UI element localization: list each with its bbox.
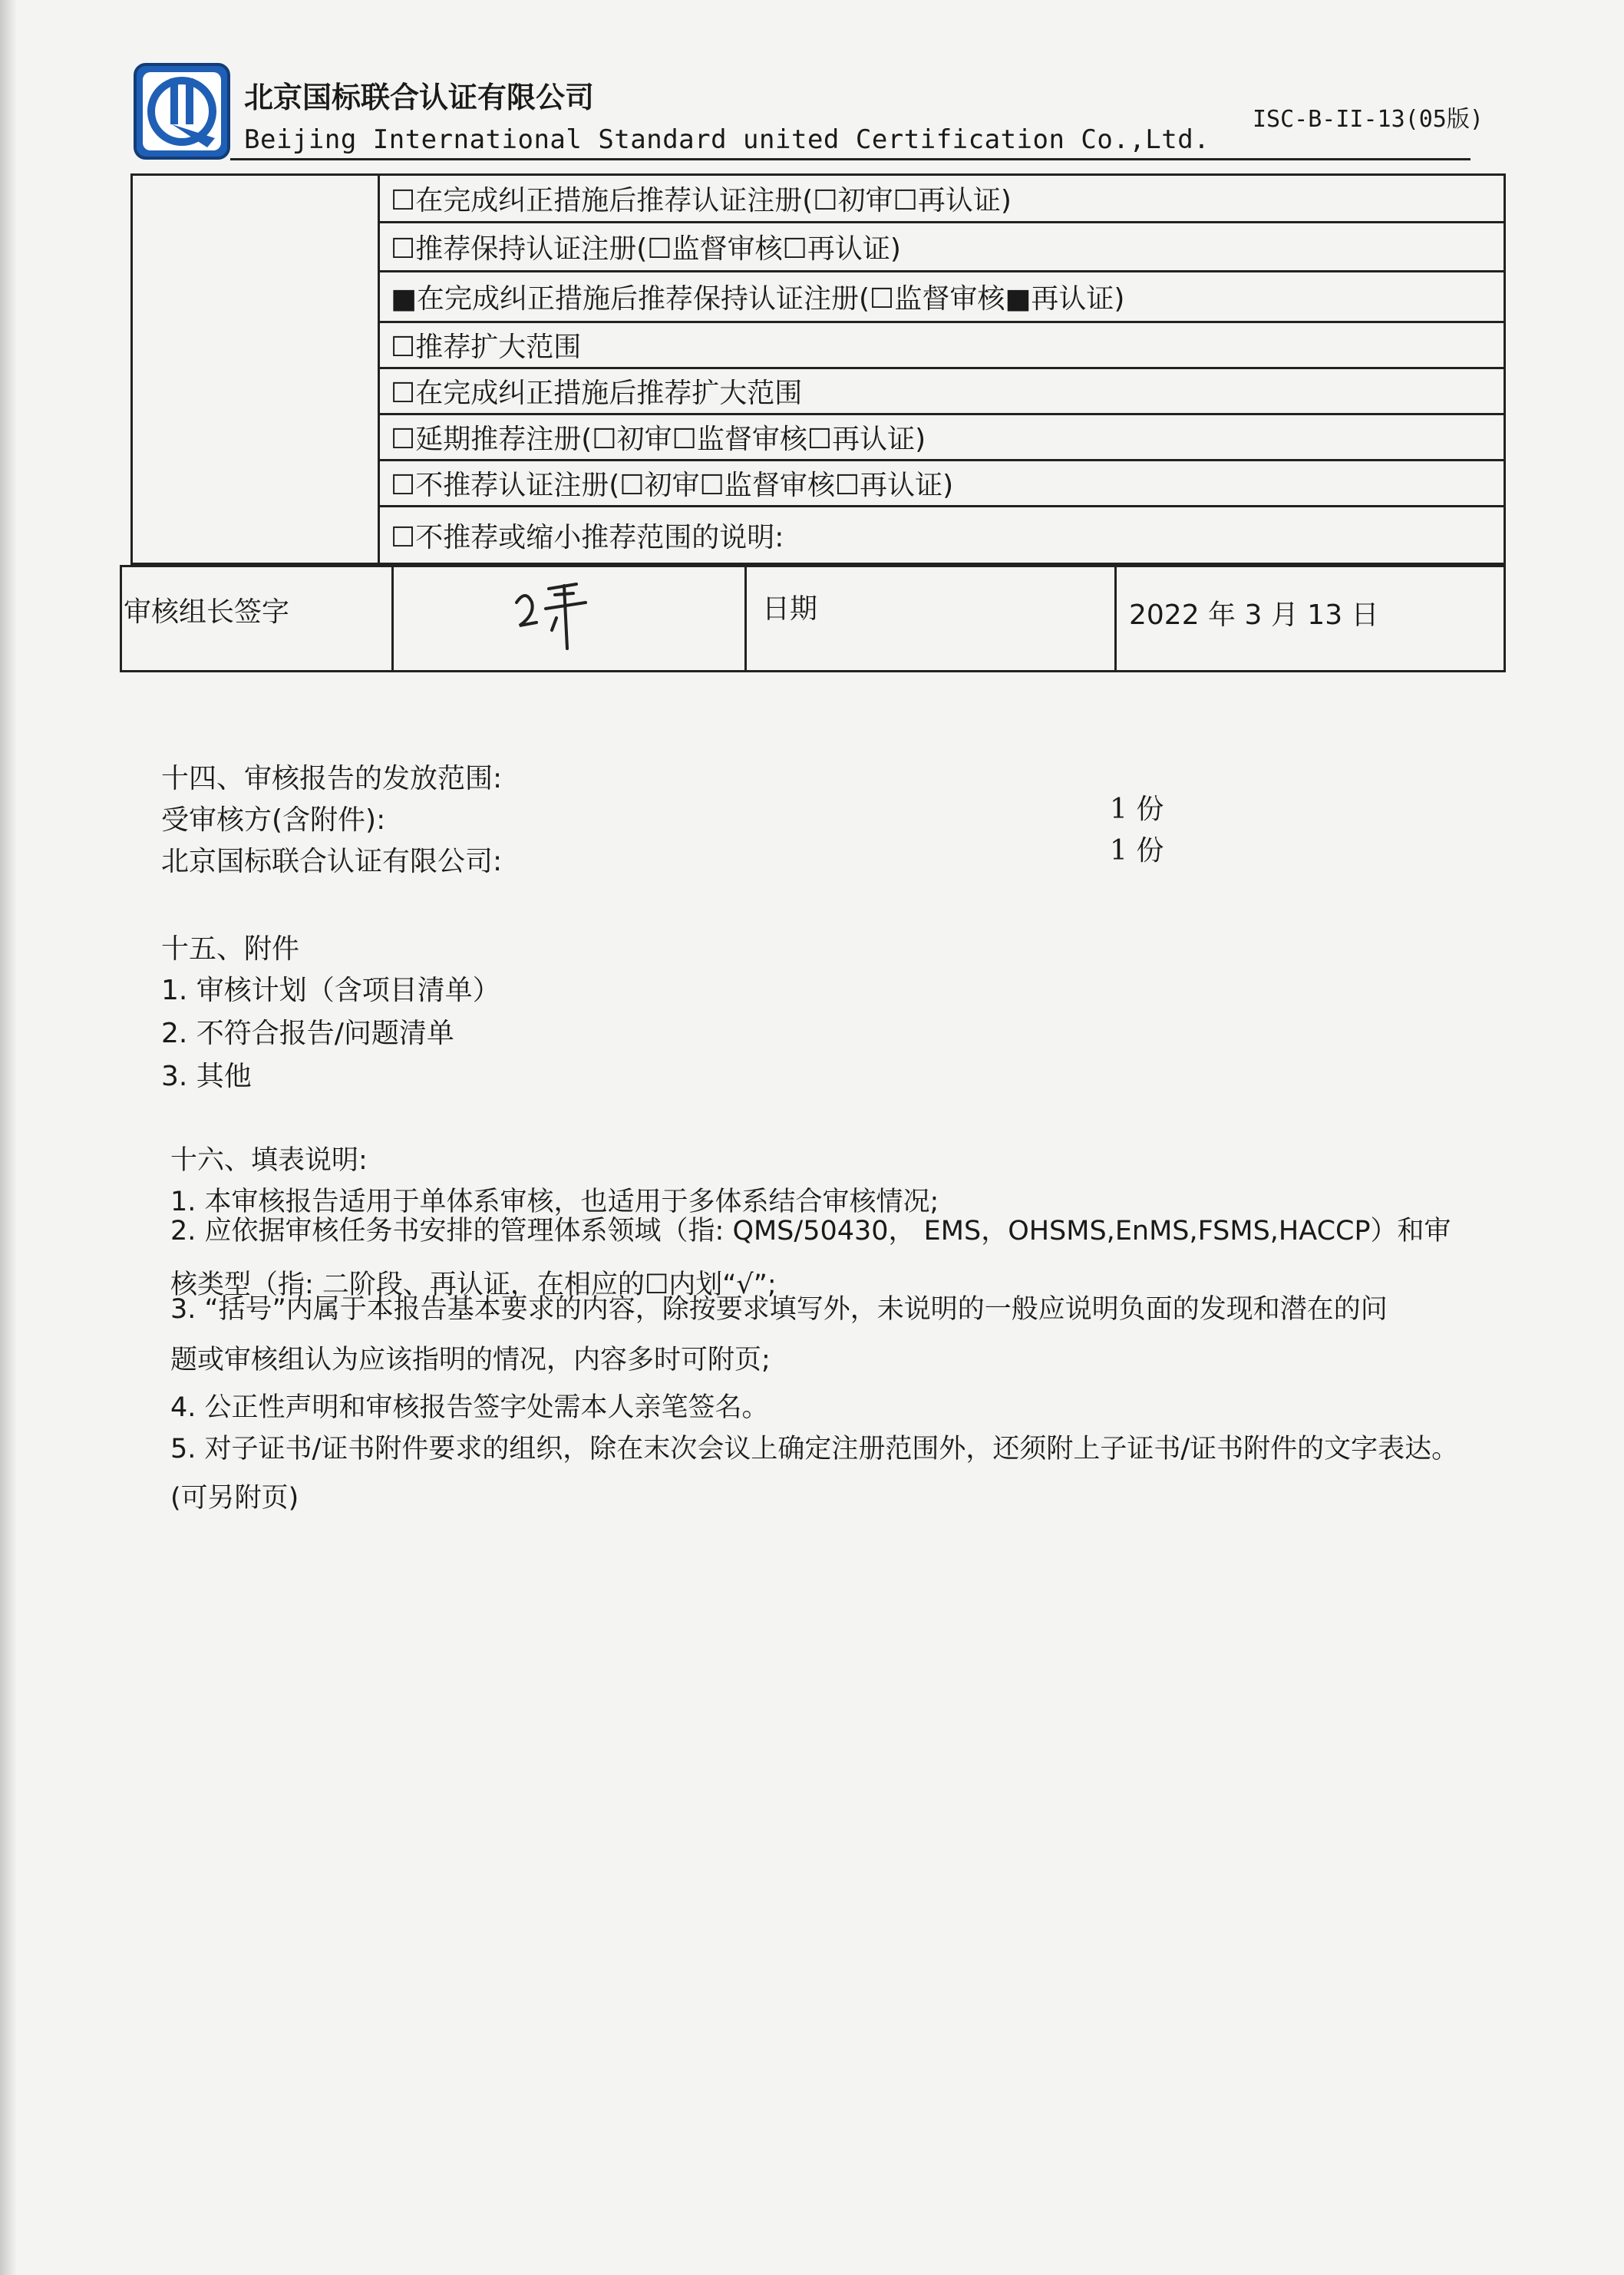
distribution-item-copies: 1 份 bbox=[1110, 794, 1164, 825]
instruction-line: 1. 本审核报告适用于单体系审核，也适用于多体系结合审核情况; bbox=[170, 1187, 939, 1217]
leader-label-cell bbox=[122, 567, 394, 670]
attachments-heading: 十五、附件 bbox=[161, 933, 300, 965]
date-value: 2022 年 3 月 13 日 bbox=[1129, 599, 1379, 631]
option-row: ☐不推荐认证注册(☐初审☐监督审核☐再认证) bbox=[380, 461, 1504, 507]
signature-cell bbox=[394, 567, 747, 670]
company-name-cn: 北京国标联合认证有限公司 bbox=[244, 81, 595, 114]
instruction-line: 3. “括号”内属于本报告基本要求的内容，除按要求填写外，未说明的一般应说明负面的发现和潜在的问 bbox=[170, 1294, 1388, 1325]
instructions-heading: 十六、填表说明: bbox=[170, 1145, 368, 1176]
instruction-line: 5. 对子证书/证书附件要求的组织，除在末次会议上确定注册范围外，还须附上子证书/证书附件的文字表达。 bbox=[170, 1434, 1459, 1464]
option-row: ■在完成纠正措施后推荐保持认证注册(☐监督审核■再认证) bbox=[380, 272, 1504, 323]
instruction-line: 核类型（指: 二阶段、再认证，在相应的☐内划“√”; bbox=[170, 1270, 777, 1300]
option-row: ☐推荐扩大范围 bbox=[380, 323, 1504, 369]
date-value-cell bbox=[1117, 567, 1504, 670]
company-name-en: Beijing International Standard united Certification Co.,Ltd. bbox=[244, 124, 1210, 155]
attachment-item: 2. 不符合报告/问题清单 bbox=[161, 1018, 454, 1049]
scan-edge-shadow bbox=[0, 0, 17, 2275]
date-label: 日期 bbox=[762, 593, 818, 625]
date-label-cell bbox=[747, 567, 1117, 670]
attachment-item: 1. 审核计划（含项目清单） bbox=[161, 975, 500, 1006]
instruction-line: 4. 公正性声明和审核报告签字处需本人亲笔签名。 bbox=[170, 1392, 769, 1423]
option-row: ☐不推荐或缩小推荐范围的说明: bbox=[391, 521, 784, 553]
instruction-line: 题或审核组认为应该指明的情况，内容多时可附页; bbox=[170, 1345, 771, 1375]
recommendation-label-cell bbox=[133, 176, 380, 563]
header-divider bbox=[230, 158, 1471, 160]
option-row: ☐推荐保持认证注册(☐监督审核☐再认证) bbox=[380, 223, 1504, 272]
leader-signature-label: 审核组长签字 bbox=[124, 596, 290, 628]
document-code: ISC-B-II-13(05版) bbox=[1253, 106, 1484, 133]
option-row: ☐在完成纠正措施后推荐认证注册(☐初审☐再认证) bbox=[380, 176, 1504, 223]
option-row: ☐在完成纠正措施后推荐扩大范围 bbox=[380, 369, 1504, 415]
handwritten-signature-icon bbox=[509, 572, 601, 656]
signature-table bbox=[120, 565, 1506, 672]
distribution-heading: 十四、审核报告的发放范围: bbox=[161, 763, 503, 794]
bisc-logo-icon bbox=[132, 61, 232, 161]
distribution-item-label: 北京国标联合认证有限公司: bbox=[161, 846, 503, 877]
distribution-item-label: 受审核方(含附件): bbox=[161, 804, 386, 836]
attachment-item: 3. 其他 bbox=[161, 1061, 252, 1092]
instruction-line: (可另附页) bbox=[170, 1483, 299, 1514]
recommendation-table bbox=[130, 173, 1506, 565]
instruction-line: 2. 应依据审核任务书安排的管理体系领域（指: QMS/50430， EMS，OHSMS,EnMS,FSMS,HACCP）和审 bbox=[170, 1216, 1451, 1246]
distribution-item-copies: 1 份 bbox=[1110, 835, 1164, 867]
option-row: ☐延期推荐注册(☐初审☐监督审核☐再认证) bbox=[380, 415, 1504, 461]
